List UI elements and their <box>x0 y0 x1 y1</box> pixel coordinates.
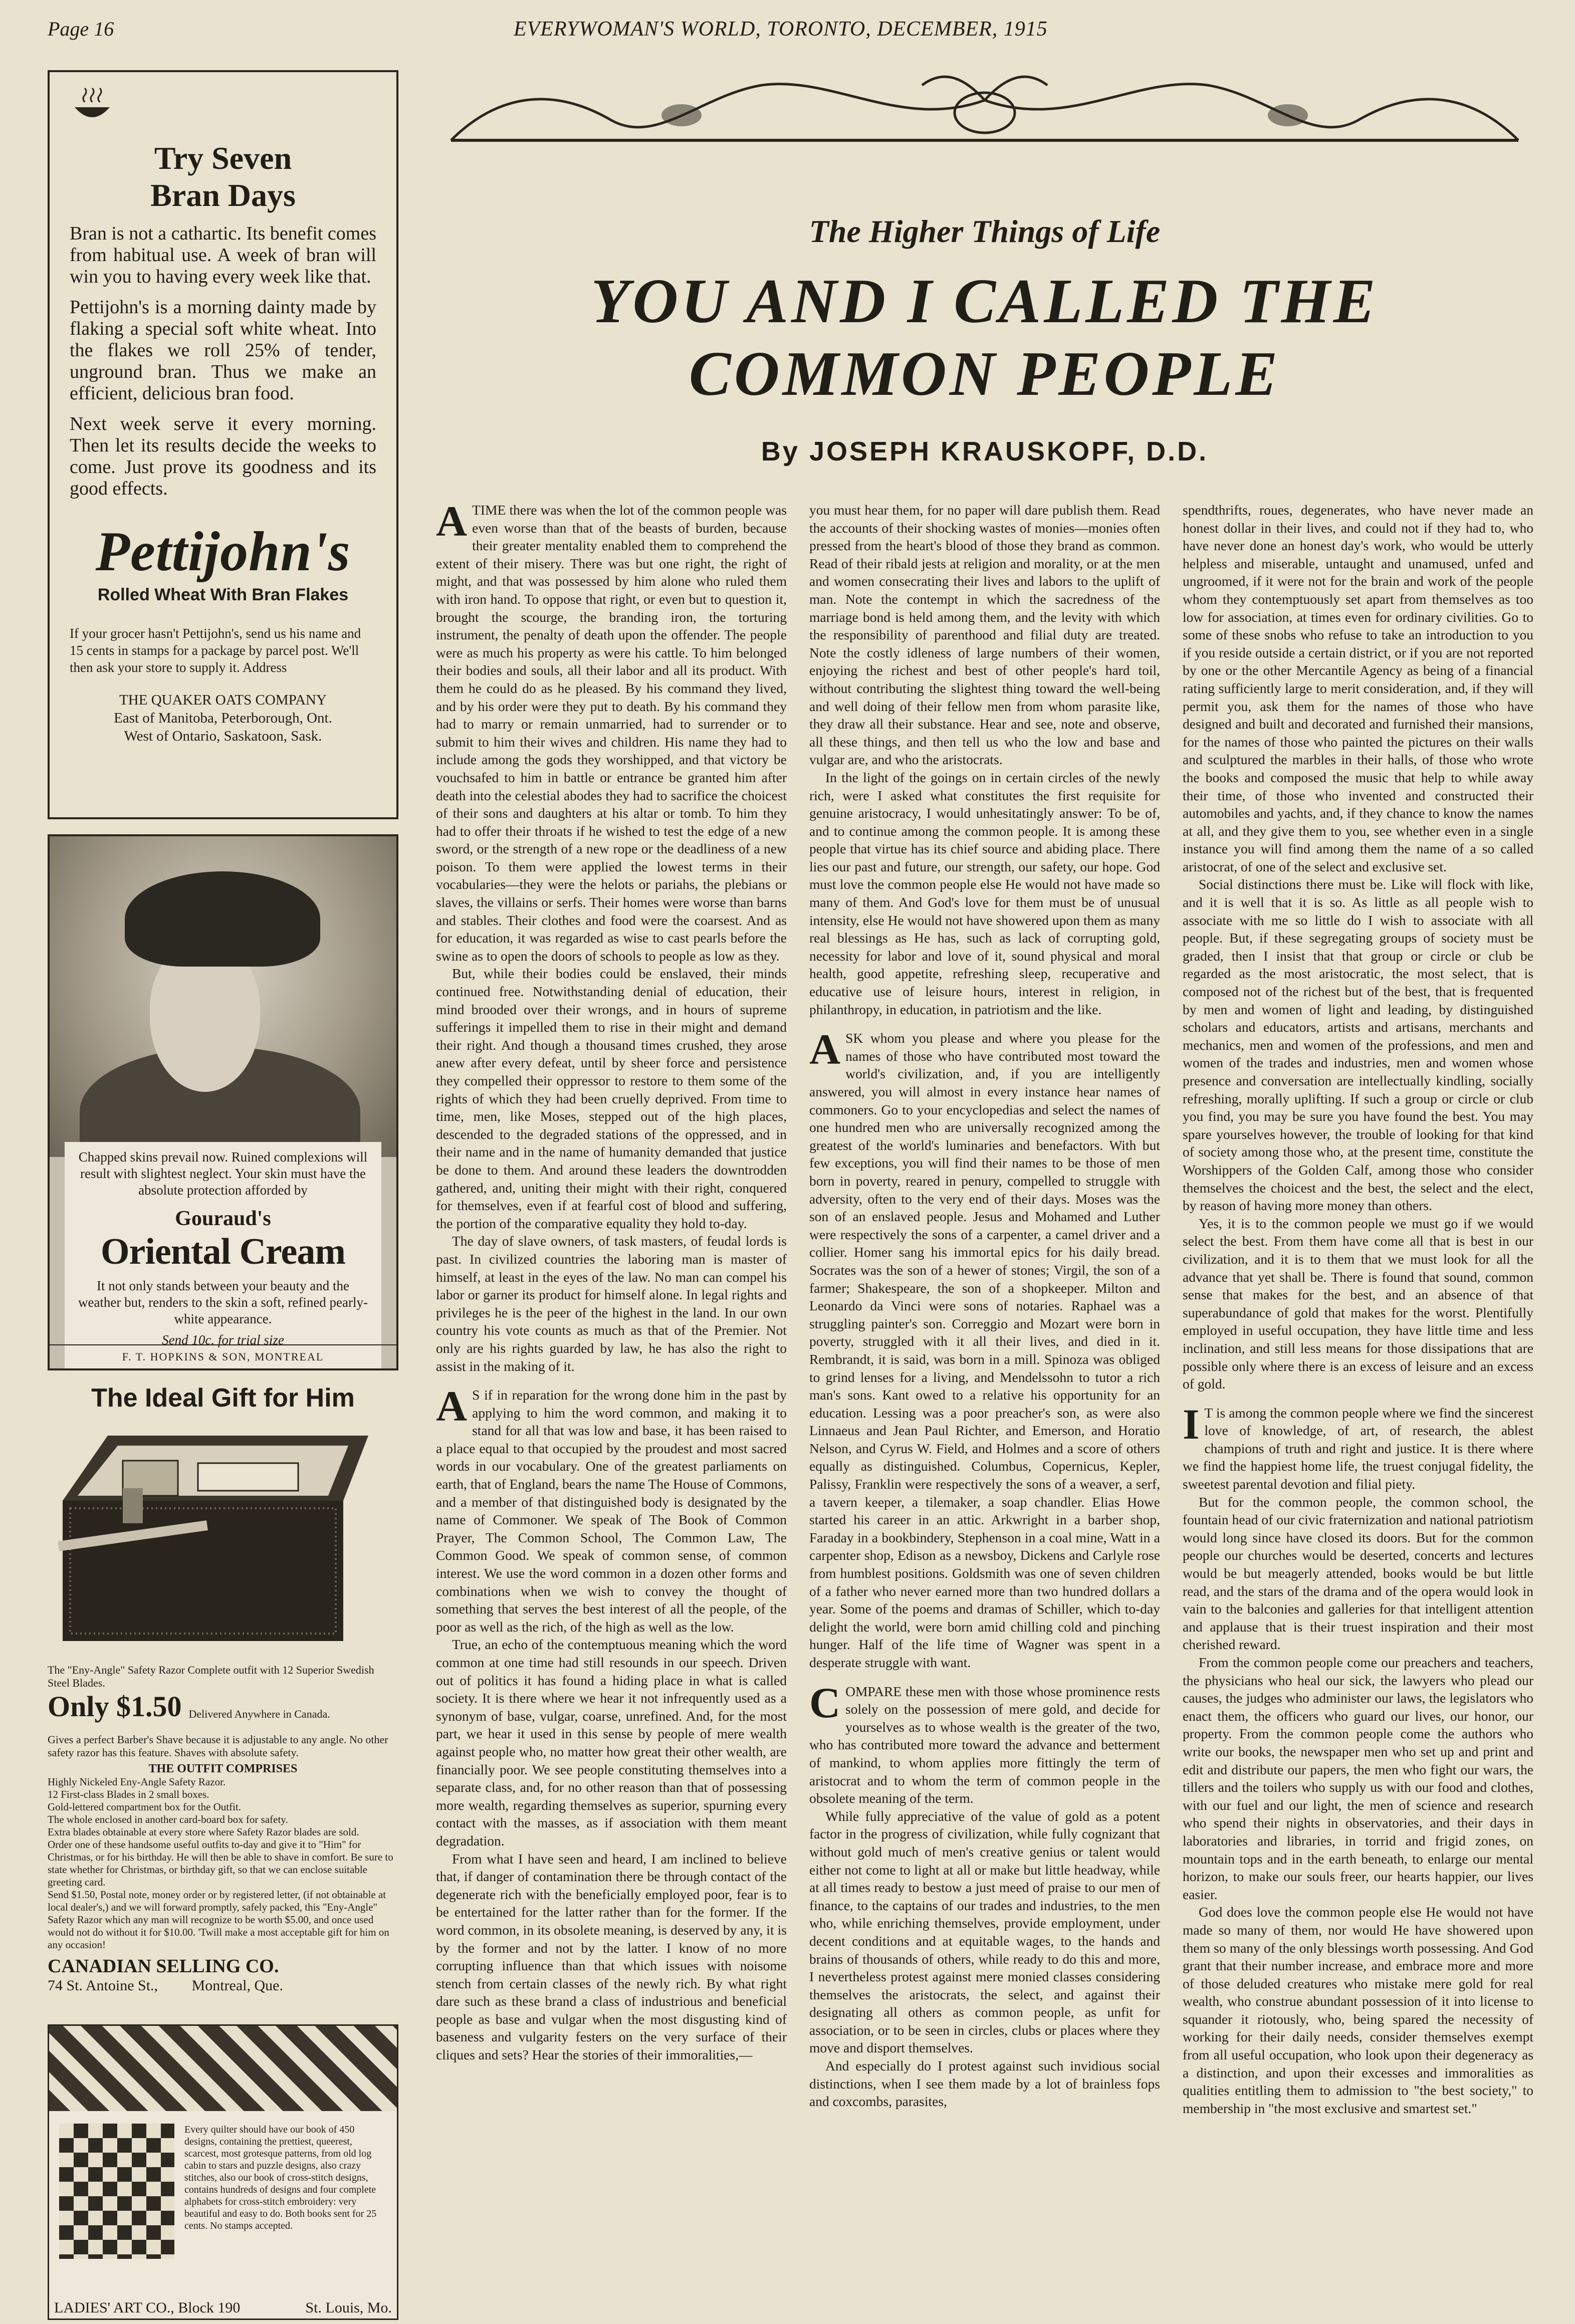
article-column-1 <box>436 497 787 2064</box>
advertiser-name <box>49 2299 397 2316</box>
ad-paragraph: Every quilter should have our book of 450 designs, containing the prettiest, queerest, scarcest, most grotesque patterns, from old log cabin to stars and puzzle designs, also crazy stitches, also our book of cross-stitch designs, contains hundreds of designs and four complete alphabets for cross-stitch embroidery: very beautiful and easy to do. Both books sent for 25 cents. No stamps accepted. <box>184 2124 377 2231</box>
headline-line-2: Bran Days <box>150 177 296 213</box>
woman-portrait-photo <box>50 836 396 1157</box>
paragraph: From the common people come our preachers and teachers, the physicians who heal our sick, the lawyers who plead our causes, the judges who administer our laws, the legislators who enact them, the officers who guard our lives, our honor, our property. From the common people come the authors who write our books, the newspaper men who set up and print and edit and distribute our papers, the men who fight our wars, the tillers and the toilers who supply us with our food and clothes, with our fuel and our light, the men of science and research who spend their nights in observatories, and their days in laboratories and libraries, in torrid and frigid zones, on mountain tops and in the earth beneath, to enlarge our mental horizon, to make our souls freer, our hearts happier, our lives easier. <box>1183 1655 1533 1902</box>
section-gap <box>809 1672 1160 1683</box>
list-item: Highly Nickeled Eny-Angle Safety Razor. <box>48 1776 226 1788</box>
paragraph-text: OMPARE these men with those whose prominence rests solely on the possession of mere gold, and decide for yourselves as to whose wealth is the greater of the two, who has contributed more toward the advance and betterment of mankind, to whom applies more fittingly the term of aristocrat and to whom the term of common people in the obsolete meaning of the term. <box>809 1683 1160 1806</box>
oriental-cream-ad <box>48 834 398 1370</box>
article <box>421 65 1548 2315</box>
send-text: Send $1.50, Postal note, money order or by registered letter, (if not obtainable at local dealer's,) and we will forward promptly, safely packed, this "Eny-Angle" Safety Razor which any man will recognize to be worth $5.00, and once used would not do without it for $10.00. 'Twill make a most acceptable gift for him on any occasion! <box>48 1889 389 1951</box>
order-text: Order one of these handsome useful outfits to-day and give it to "Him" for Christmas, or for his birthday. He will then be able to shave in comfort. Be sure to state whether for Christmas, or birthday gift, so that we can enclose suitable greeting card. <box>48 1838 393 1888</box>
paragraph: And especially do I protest against such invidious social distinctions, when I see them made by a lot of brainless fops and coxcombs, parasites, <box>809 2058 1160 2110</box>
address-line: West of Ontario, Saskatoon, Sask. <box>124 728 322 744</box>
publication-line: EVERYWOMAN'S WORLD, TORONTO, DECEMBER, 1915 <box>514 18 1048 41</box>
paragraph: But for the common people, the common school, the fountain head of our civic fraternization and national patriotism would long since have closed its doors. But for the common people our churches would be deserted, concerts and lectures would be but meagerly attended, books would be but little read, and the stars of the drama and of the opera would look in vain to the balconies and galleries for that intelligent attention and applause that is their truest inspiration and their most cherished reward. <box>1183 1494 1533 1653</box>
ad-paragraph: Pettijohn's is a morning dainty made by flaking a special soft white wheat. Into the flakes we roll 25% of tender, unground bran. Thus we make an efficient, delicious bran food. <box>70 297 376 404</box>
article-column-2 <box>809 501 1160 2111</box>
drop-cap: C <box>809 1678 841 1727</box>
paragraph: spendthrifts, roues, degenerates, who have never made an honest dollar in their lives, and could not if they had to, who have never done an honest day's work, who would be utterly helpless and miserable, untaught and unamused, unfed and ungroomed, if it were not for the brain and work of the people whom they contemptuously set apart from themselves as too low for association, at times even for ordinary civilities. Go to some of these snobs who refuse to take an introduction to you if you reside outside a certain district, or if you are not reported by one or the other Mercantile Agency as being of a financial rating sufficiently large to merit consideration, and, if they will permit you, ask them for the names of those who have designed and built and decorated and furnished their mansions, for the names of those who painted the pictures on their walls and sculptured the marbles in their halls, of those who wrote the books and composed the music that help to while away their time, of those who invented and constructed their automobiles and yachts, and, if they chance to know the names at all, and they give them to you, see whether even in a single instance you will find among them the name of a so called aristocrat, of one of the select and exclusive set. <box>1183 502 1533 874</box>
logo-subtitle: Rolled Wheat With Bran Flakes <box>97 585 349 604</box>
section-gap <box>809 1018 1160 1029</box>
trial-offer: Send 10c. for trial size <box>162 1332 284 1347</box>
ad-paragraph: Chapped skins prevail now. Ruined complexions will result with slightest neglect. Your skin must have the absolute protection afforded by <box>78 1149 368 1198</box>
running-header <box>48 14 1531 49</box>
address-line: East of Manitoba, Peterborough, Ont. <box>114 710 332 726</box>
paragraph: While fully appreciative of the value of gold as a potent factor in the progress of civilization, while fully cognizant that without gold much of men's creative genius or talent would either not come to light at all or make but little headway, while at all times ready to bestow a just meed of praise to our men of finance, to the captains of our trades and industries, to the men who, while enriching themselves, provide employment, under decent conditions and at equitable wages, to the hands and brains of thousands of others, while ready to do this and more, I nevertheless protest against mere monied classes considering themselves the aristocrats, the select, and against their designating all others as common people, as unfit for association, or to be seen in circles, clubs or places where they move and disport themselves. <box>809 1808 1160 2056</box>
paragraph: The day of slave owners, of task masters, of feudal lords is past. In civilized countries the laboring man is master of himself, at least in the eyes of the law. No man can compel his labor or garner its product for himself alone. In legal rights and privileges he is the peer of the highest in the land. In our own country his vote counts as much as that of the Premier. Not only are his rights guarded by law, he has also the right to assist in the making of it. <box>436 1233 787 1374</box>
drop-cap: I <box>1183 1400 1200 1448</box>
ad-fine-print: If your grocer hasn't Pettijohn's, send us his name and 15 cents in stamps for a package by parcel post. We'll then ask your store to supply it. Address <box>70 626 361 675</box>
quilt-pattern-band <box>49 2026 397 2111</box>
delivery-note: Delivered Anywhere in Canada. <box>188 1708 330 1721</box>
drop-cap: A <box>809 1025 841 1074</box>
ad-headline <box>70 140 376 214</box>
paragraph: you must hear them, for no paper will dare publish them. Read the accounts of their shocking wastes of monies—monies often pressed from the heart's blood of those they brand as common. Read of their ribald jests at religion and morality, or at the men and women consecrating their lives and labors to the uplift of man. Note the contempt in which the sacredness of the marriage bond is held among them, and the levity with which the responsibility of parenthood and filial duty are treated. Note the costly idleness of large numbers of their women, enjoying the richest and best of other people's hard toil, without contributing the slightest thing toward the well-being and well doing of their fellow men from whom parasite like, they draw all their substance. Hear and see, note and observe, all these things, and then tell us who the low and base and vulgar are, and who the aristocrats. <box>809 502 1160 768</box>
paragraph: From what I have seen and heard, I am inclined to believe that, if danger of contamination there be through contact of the degenerate rich with the beneficially employed poor, fear is to be entertained for the latter rather than for the former. If the word common, in its obsolete meaning, is deserved by any, it is by the former and not by the latter. I know of no more corrupting influence than that which issues with noisome stench from certain classes of the newly rich. By what right dare such as these brand a class of industrious and beneficial people as base and vulgar when the most disgusting kind of baseness and vulgarity festers on the very surface of their cliques and sets? Hear the stories of their immoralities,— <box>436 1850 787 2063</box>
street: 74 St. Antoine St., <box>48 1977 158 1994</box>
paragraph-text: S if in reparation for the wrong done him in the past by applying to him the word common, and making it to stand for all that was low and base, it has been raised to a place equal to that occupied by the proudest and most sacred words in our vocabulary. One of the greatest parliaments on earth, that of England, bears the name The House of Commons, and a member of that distinguished body is designated by the name of Commoner. We speak of The Book of Common Prayer, The Common School, The Common Law, The Common Good. We speak of common sense, of common interest. We use the word common in a dozen other forms and combinations when we wish to convey the thought of something that serves the best interest of all the people, of the poor as well as the rich, of the high as well as the low. <box>436 1387 787 1635</box>
price-line <box>48 1690 398 1723</box>
advertiser-name: CANADIAN SELLING CO. <box>48 1956 279 1977</box>
paragraph-text: TIME there was when the lot of the common people was even worse than that of the beasts of burden, because their greater mentality enabled them to comprehend the extent of their misery. There was but one right, the right of might, and that was possessed by him alone who ruled them with iron hand. To oppose that right, or even but to question it, brought the scourge, the branding iron, the torturing instrument, the penalty of death upon the offender. The people were as much his property as were his cattle. To him belonged their bodies and souls, all their labor and all its product. With them he could do as he pleased. By his command they lived, and by his order were they put to death. By his command they had to marry or remain unmarried, had to surrender or to submit to him their wives and children. His name they had to include among the gods they worshipped, and that victory be vouchsafed to him in battle or entrance be granted him after death into the celestial abodes they had to sacrifice the choicest of their sons and daughters at his altar or tomb. To him they had to offer their throats if he wished to test the edge of a new sword, or the strength of a new rope or the deadliness of a new poison. To them were applied the lowest terms in their vocabularies—they were the helots or pariahs, the plebians or slaves, the villains or serfs. Their homes were worse than barns and stables. Their clothes and food were the coarsest. And as for education, it was regarded as wise to cast pearls before the swine as to open the doors of schools to people as low as they. <box>436 502 787 964</box>
advertiser-name: F. T. HOPKINS & SON, MONTREAL <box>50 1344 396 1368</box>
article-title-line-1: YOU AND I CALLED THE <box>591 267 1379 336</box>
article-title-line-2: COMMON PEOPLE <box>689 339 1281 409</box>
list-item: 12 First-class Blades in 2 small boxes. <box>48 1788 209 1800</box>
company-name: THE QUAKER OATS COMPANY <box>119 692 327 708</box>
ad-description: Gives a perfect Barber's Shave because it is adjustable to any angle. No other safety razor has this feature. Shaves with absolute safety. <box>48 1733 388 1759</box>
portrait-hat <box>125 871 320 967</box>
city: Montreal, Que. <box>191 1977 283 1994</box>
outfit-heading: THE OUTFIT COMPRISES <box>148 1762 298 1775</box>
paragraph: Social distinctions there must be. Like will flock with like, and it is well that it is so. As little as all people wish to associate with me so little do I wish to associate with all people. But, if these segregating groups of society must be graded, then I insist that that group or circle or club be regarded as the most aristocratic, the most select, that is composed not of the richest but of the best, that is frequented by men and women of light and leading, by distinguished scholars and educators, artists and artisans, merchants and mechanics, men and women of the professions, and men and women of the trades and industries, men and women whose presence and conversation are intellectually kindling, socially refreshing, morally uplifting. If such a group or circle or club you find, you may be sure you have found the best. You may spare yourselves however, the trouble of looking for that kind of society among those who, at the present time, constitute the Worshippers of the Golden Calf, among those who consider themselves the choicest and the best, the select and the elect, by reason of having more money than others. <box>1183 876 1533 1214</box>
city: St. Louis, Mo. <box>305 2299 392 2316</box>
ad-address <box>70 691 376 745</box>
section-gap <box>1183 1393 1533 1404</box>
ad-headline: The Ideal Gift for Him <box>91 1383 355 1413</box>
razor-case-illustration <box>48 1426 368 1651</box>
article-byline: By JOSEPH KRAUSKOPF, D.D. <box>761 436 1209 467</box>
headline-line-1: Try Seven <box>154 140 292 176</box>
ad-paragraph: It not only stands between your beauty and the weather but, renders to the skin a soft, refined pearly-white appearance. <box>78 1278 368 1326</box>
pettijohns-ad <box>48 70 398 819</box>
ad-paragraph: Next week serve it every morning. Then let its results decide the weeks to come. Just prove its goodness and its good effects. <box>70 413 376 499</box>
drop-cap: A <box>436 497 468 545</box>
paragraph: Yes, it is to the common people we must go if we would select the best. From them have come all that is best in our civilization, and it is to them that we must look for all the advance that yet shall be. There is found that sound, common sense that makes for the best, and an absence of that superabundance of gold that makes for the worst. Plentifully employed in useful occupation, they have little time and less inclination, and still less means for those dissipations that are possible only where there is an excess of leisure and an excess of gold. <box>1183 1215 1533 1392</box>
price: Only $1.50 <box>48 1690 182 1723</box>
brand-name: Gouraud's <box>175 1207 271 1230</box>
pettijohns-logo: Pettijohn's <box>95 521 351 583</box>
firm-name: LADIES' ART CO., Block 190 <box>54 2299 241 2316</box>
page-number: Page 16 <box>48 18 114 40</box>
quilt-block-illustration <box>59 2124 174 2259</box>
drop-cap: A <box>436 1382 468 1431</box>
paragraph: God does love the common people else He would not have made so many of them, nor would He have showered upon them so many of the only blessings worth possessing. And God grant that their number increase, and embrace more and more of those deluded creatures who mistake mere gold for real wealth, who construe abundant possession of it into license to squander it riotously, who, being spared the necessity of working for their daily needs, consider themselves exempt from all useful occupation, who look upon their degeneracy as a distinction, and upon their excesses and immoralities as qualities entitling them to admission to "the best society," to membership in "the most exclusive and smartest set." <box>1183 1904 1533 2116</box>
paragraph <box>809 1678 1160 1807</box>
paragraph-text: SK whom you please and where you please for the names of those who have contributed most toward the world's civilization, and, if you are intelligently answered, you will almost in every instance hear names of commoners. Go to your encyclopedias and select the names of one hundred men who are universally recognized among the greatest of the world's luminaries and benefactors. With but few exceptions, you will find their names to be those of men born in poverty, reared in penury, compelled to struggle with adversity, often to the very end of their days. Moses was the son of an enslaved people. Jesus and Mohamed and Luther were respectively the sons of a carpenter, a camel driver and a collier. Homer sang his immortal epics for his daily bread. Socrates was the son of a hewer of stones; Virgil, the son of a farmer; Shakespeare, the son of a shopkeeper. Milton and Leonardo da Vinci were sons of notaries. Raphael was a struggling painter's son. Correggio and Mozart were born in poverty, struggled with it all their lives, and died in it. Rembrandt, it is said, was born in a mill. Spinoza was obliged to grind lenses for a living, and Mendelssohn to tutor a rich man's sons. Kant owed to a relative his opportunity for an education. Lessing was a poor preacher's son, as were also Linnaeus and Jean Paul Richter, and Emerson, and Horatio Nelson, and Cyrus W. Field, and Holmes and a score of others equally as distinguished. Columbus, Copernicus, Kepler, Palissy, Franklin were respectively the sons of a weaver, a serf, a tavern keeper, a tilemaker, a soap chandler. Elias Howe started his career in an attic. Arkwright in a barber shop, Faraday in a bookbindery, Stephenson in a coal mine, Watt in a carpenter shop, Edison as a newsboy, Dickens and Carlyle rose from humblest positions. Goldsmith was one of seven children of a father who never earned more than two hundred dollars a year. Some of the poems and dramas of Schiller, which to-day delight the world, were born amid chilling cold and pinching hunger. Half of the life time of Wagner was spent in a desperate struggle with want. <box>809 1030 1160 1670</box>
paragraph <box>1183 1400 1533 1493</box>
ad-description: The "Eny-Angle" Safety Razor Complete outfit with 12 Superior Swedish Steel Blades. <box>48 1664 374 1689</box>
paragraph <box>809 1025 1160 1671</box>
ad-paragraph: Bran is not a cathartic. Its benefit comes from habitual use. A week of bran will win you to having every week like that. <box>70 223 377 287</box>
list-item: Extra blades obtainable at every store where Safety Razor blades are sold. <box>48 1826 359 1838</box>
ad-copy-box <box>65 1142 381 1370</box>
product-name: Oriental Cream <box>100 1231 346 1272</box>
steaming-bowl-icon <box>70 87 115 122</box>
paragraph: But, while their bodies could be enslaved, their minds continued free. Notwithstanding denial of education, their mind brooded over their wrongs, and in hours of supreme sufferings it impelled them to rise in their might and demand their right. And though a thousand times crushed, they arose anew after every defeat, until by sheer force and persistence they compelled their oppressor to restore to them some of the rights of which they had been cruelly deprived. From time to time, men, like Moses, stepped out of the high places, descended to the degraded stations of the oppressed, and in their name and in the name of humanity demanded that justice be done to them. And around these leaders the downtrodden gathered, and, uniting their might with their right, conquered for themselves, even if at fearful cost of blood and suffering, the portion of the comparative equality they hold to-day. <box>436 966 787 1231</box>
section-gap <box>436 1375 787 1386</box>
list-item: The whole enclosed in another card-board box for safety. <box>48 1813 288 1825</box>
paragraph <box>436 497 787 965</box>
razor-ad <box>48 1383 398 2009</box>
article-kicker: The Higher Things of Life <box>809 213 1161 249</box>
paragraph <box>436 1382 787 1636</box>
decorative-header-ornament <box>421 65 1548 165</box>
article-column-3 <box>1183 501 1533 2117</box>
paragraph: True, an echo of the contemptuous meaning which the word common at one time had still resounds in our speech. Driven out of politics it has found a hiding place in what is called society. It is there where we hear it not infrequently used as a synonym of base, vulgar, coarse, unrefined. And, for the most part, we hear it used in this sense by people of mere wealth against people who, no matter how great their other wealth, are financially poor. We see people constituting themselves into a separate class, and, for no other reason than that of possessing more wealth, regarding themselves as superior, spurning every contact with the masses, as if association with them meant degradation. <box>436 1637 787 1848</box>
advertiser-address <box>48 1977 398 1994</box>
outfit-list <box>48 1776 398 1838</box>
paragraph: In the light of the goings on in certain circles of the newly rich, were I asked what constitutes the first requisite for genuine aristocracy, I would unhesitatingly answer: To be of, and to continue among the common people. It is among these people that virtue has its chief source and abiding place. There lies our past and future, our strength, our safety, our hope. God must love the common people else He would not have made so many of them. And God's love for them must be of unusual intensity, else He would not have showered upon them as many real blessings as He has, such as lack of corrupting gold, necessity for labor and love of it, sound physical and moral health, good appetite, refreshing sleep, recuperative and educative use of leisure hours, interest in religion, in philanthropy, in education, in patriotism and the like. <box>809 769 1160 1017</box>
quilt-designs-ad <box>48 2024 398 2320</box>
paragraph-text: T is among the common people where we find the sincerest love of knowledge, of art, of research, the ablest champions of truth and right and justice. It is there where we find the happiest home life, the truest conjugal fidelity, the sweetest parental devotion and filial piety. <box>1183 1405 1533 1492</box>
list-item: Gold-lettered compartment box for the Outfit. <box>48 1801 242 1813</box>
